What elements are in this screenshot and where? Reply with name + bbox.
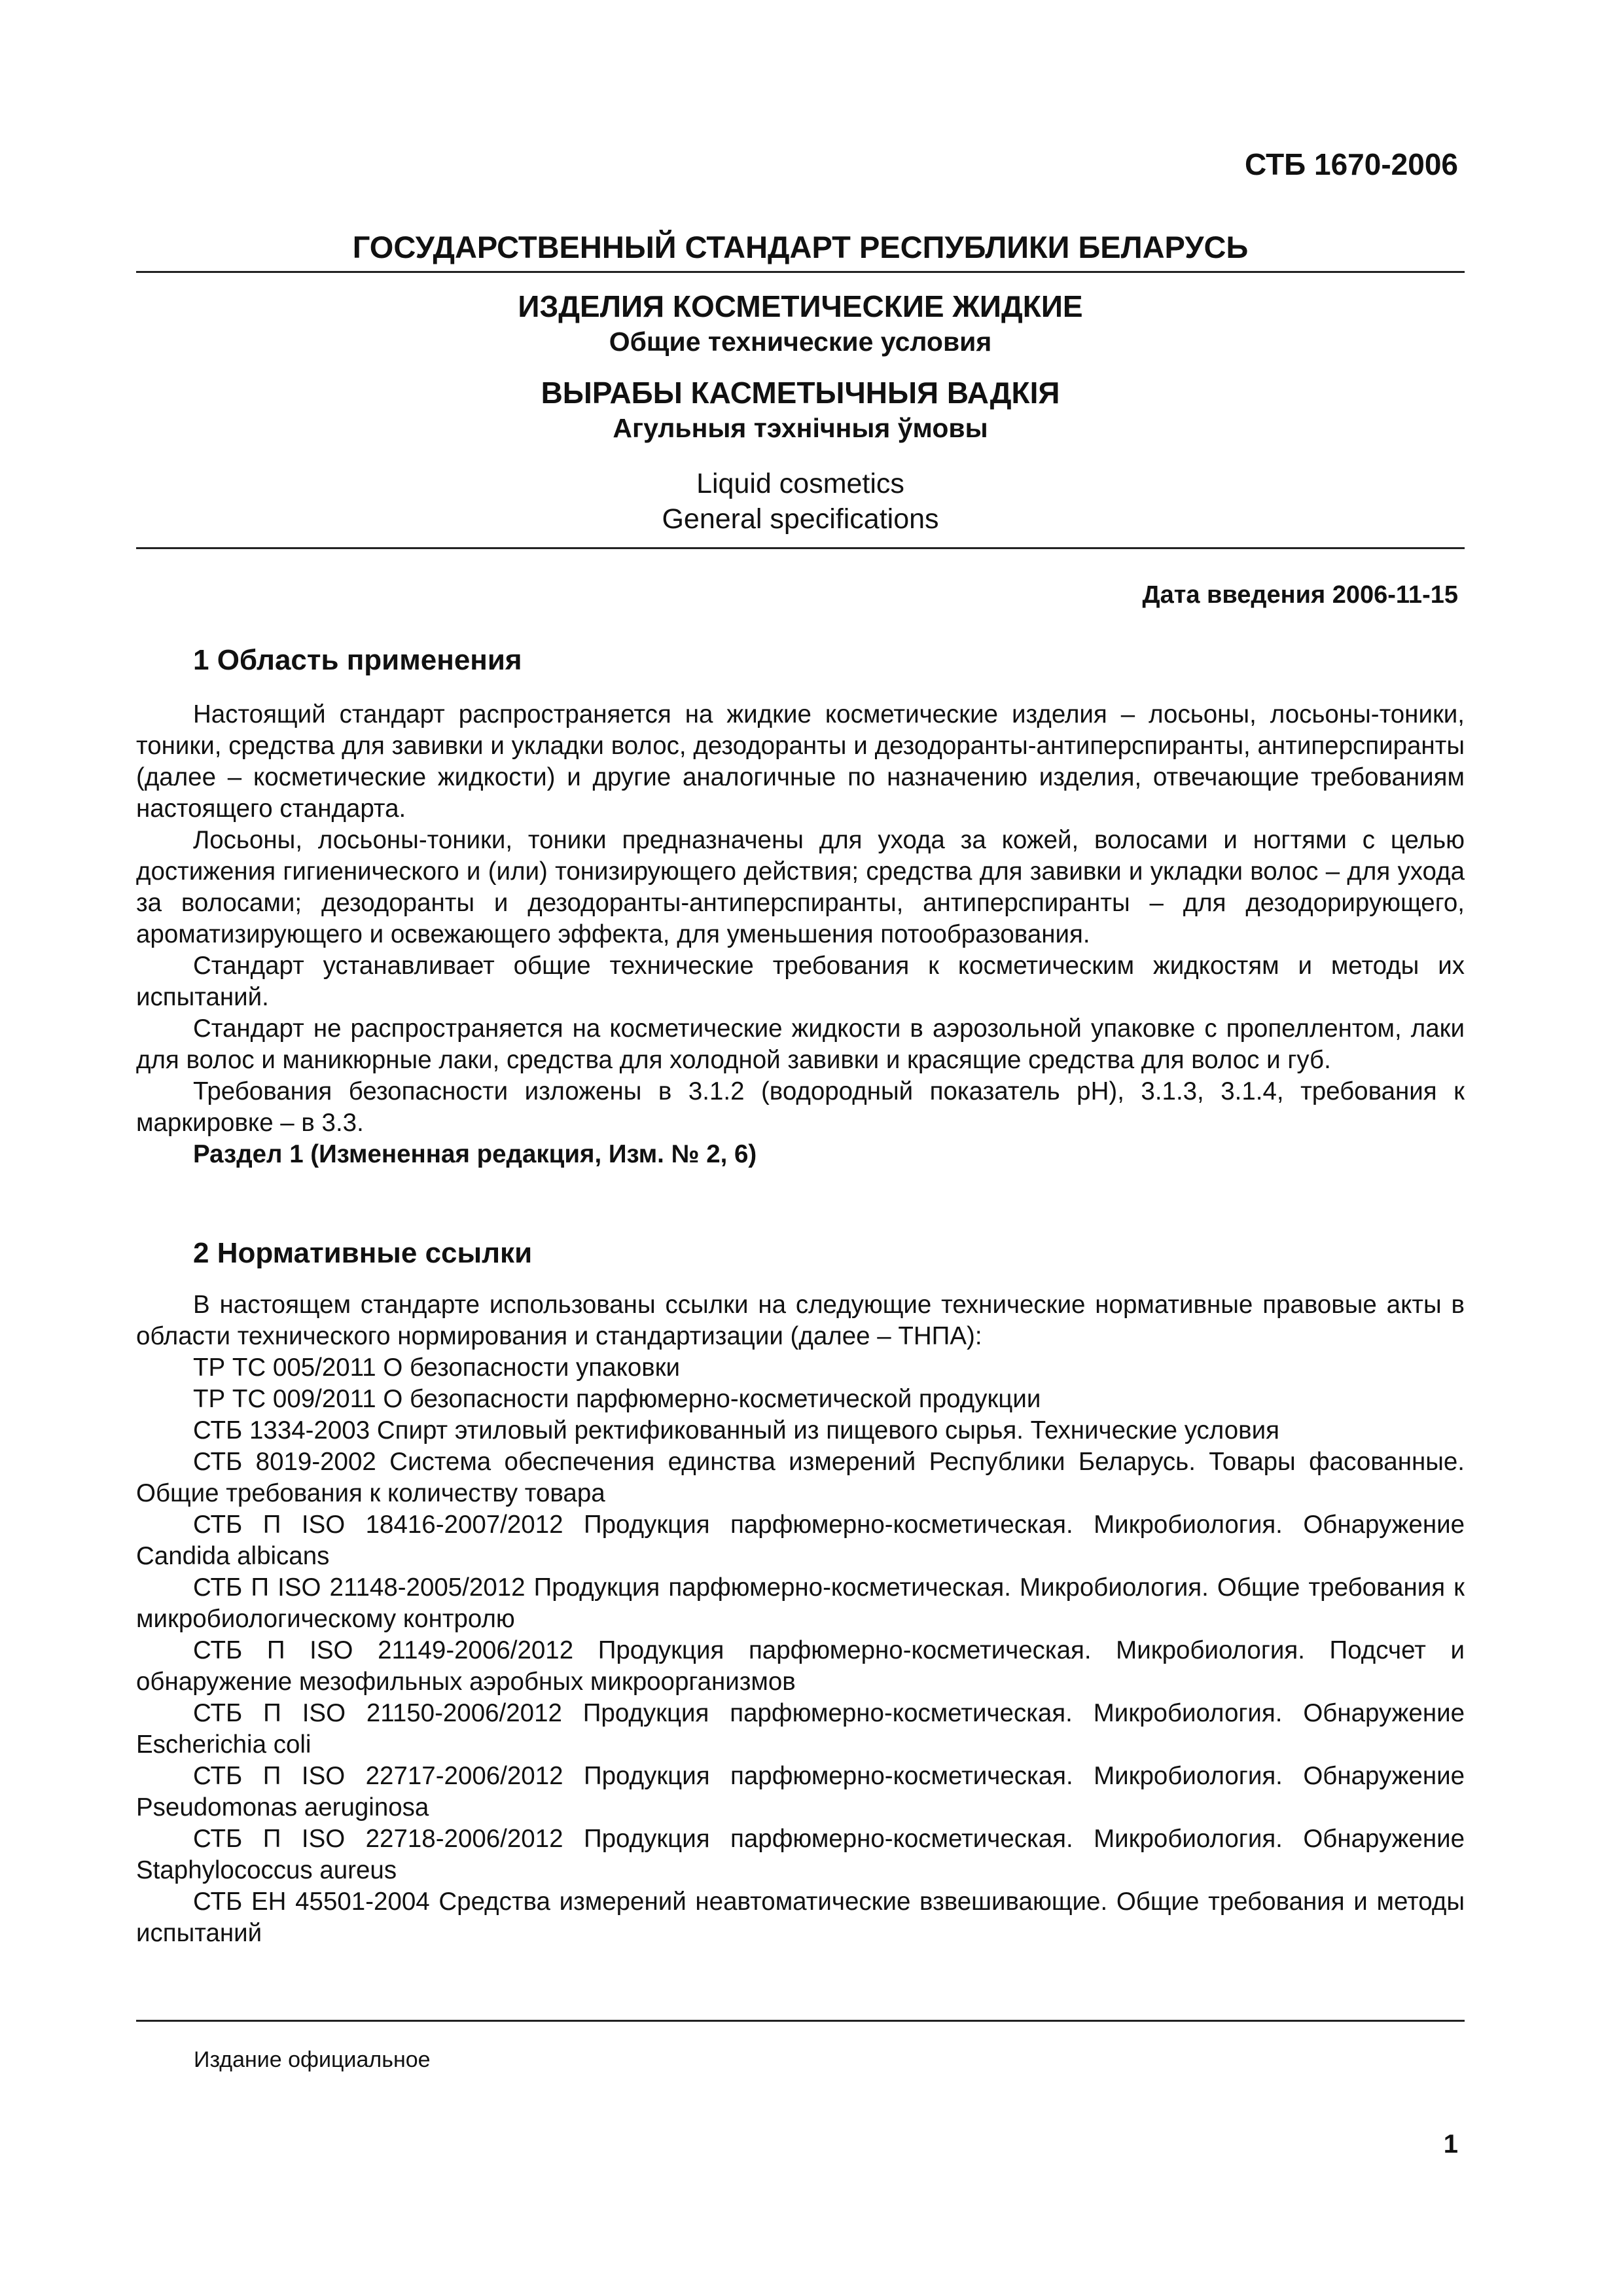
- document-titles: [136, 288, 1465, 537]
- paragraph: Стандарт не распространяется на косметические жидкости в аэрозольной упаковке с пропеллентом, лаки для волос и маникюрные лаки, средства для холодной завивки и красящие средства для волос и губ.: [136, 1014, 1465, 1074]
- paragraph: Лосьоны, лосьоны-тоники, тоники предназначены для ухода за кожей, волосами и ногтями с целью достижения гигиенического и (или) тонизирующего действия; средства для завивки и укладки волос – для ухода за волосами; дезодоранты и дезодоранты-антиперспиранты, антиперспиранты – для дезодорирующего, ароматизирующего и освежающего эффекта, для уменьшения потообразования.: [136, 826, 1465, 948]
- title-ru: ИЗДЕЛИЯ КОСМЕТИЧЕСКИЕ ЖИДКИЕ: [518, 289, 1083, 323]
- reference-item: СТБ П ISO 21148-2005/2012 Продукция парфюмерно-косметическая. Микробиология. Общие требования к микробиологическому контролю: [136, 1573, 1465, 1633]
- standard-title: ГОСУДАРСТВЕННЫЙ СТАНДАРТ РЕСПУБЛИКИ БЕЛАРУСЬ: [352, 230, 1249, 264]
- footer-rule: [136, 2020, 1465, 2022]
- paragraph: Стандарт устанавливает общие технические требования к косметическим жидкостям и методы их испытаний.: [136, 952, 1465, 1011]
- reference-item: СТБ П ISO 18416-2007/2012 Продукция парфюмерно-косметическая. Микробиология. Обнаружение Candida albicans: [136, 1511, 1465, 1570]
- paragraph: Требования безопасности изложены в 3.1.2 (водородный показатель pH), 3.1.3, 3.1.4, требования к маркировке – в 3.3.: [136, 1077, 1465, 1137]
- reference-item: ТР ТС 009/2011 О безопасности парфюмерно-косметической продукции: [193, 1385, 1041, 1413]
- paragraph: Настоящий стандарт распространяется на жидкие косметические изделия – лосьоны, лосьоны-тоники, тоники, средства для завивки и укладки волос, дезодоранты и дезодоранты-антиперспиранты, антиперспиранты (далее – косметические жидкости) и другие аналогичные по назначению изделия, отвечающие требованиям настоящего стандарта.: [136, 700, 1465, 823]
- reference-item: ТР ТС 005/2011 О безопасности упаковки: [193, 1354, 681, 1382]
- section-1-body: [136, 699, 1465, 1170]
- paragraph: В настоящем стандарте использованы ссылки на следующие технические нормативные правовые акты в области технического нормирования и стандартизации (далее – ТНПА):: [136, 1291, 1465, 1350]
- introduction-date: Дата введения 2006-11-15: [1142, 581, 1458, 609]
- reference-item: СТБ П ISO 21149-2006/2012 Продукция парфюмерно-косметическая. Микробиология. Подсчет и обнаружение мезофильных аэробных микроорганизмов: [136, 1636, 1465, 1696]
- titles-rule: [136, 547, 1465, 549]
- reference-item: СТБ 8019-2002 Система обеспечения единства измерений Республики Беларусь. Товары фасованные. Общие требования к количеству товара: [136, 1448, 1465, 1507]
- amendment-note: Раздел 1 (Измененная редакция, Изм. № 2, 6): [193, 1140, 757, 1168]
- reference-item: СТБ 1334-2003 Спирт этиловый ректификованный из пищевого сырья. Технические условия: [193, 1416, 1279, 1444]
- section-2-heading: 2 Нормативные ссылки: [193, 1237, 533, 1269]
- header-rule: [136, 271, 1465, 273]
- edition-note: Издание официальное: [194, 2047, 431, 2072]
- page-number: 1: [1443, 2130, 1458, 2159]
- title-en: Liquid cosmetics: [696, 468, 904, 499]
- section-2-body: [136, 1289, 1465, 1949]
- reference-item: СТБ ЕН 45501-2004 Средства измерений неавтоматические взвешивающие. Общие требования и методы испытаний: [136, 1888, 1465, 1947]
- document-number: СТБ 1670-2006: [1245, 147, 1458, 181]
- subtitle-en: General specifications: [662, 503, 939, 535]
- section-1-heading: 1 Область применения: [193, 644, 522, 676]
- reference-item: СТБ П ISO 22718-2006/2012 Продукция парфюмерно-косметическая. Микробиология. Обнаружение Staphylococcus aureus: [136, 1825, 1465, 1884]
- subtitle-ru: Общие технические условия: [609, 327, 992, 357]
- reference-item: СТБ П ISO 22717-2006/2012 Продукция парфюмерно-косметическая. Микробиология. Обнаружение Pseudomonas aeruginosa: [136, 1762, 1465, 1821]
- subtitle-by: Агульныя тэхнічныя ўмовы: [613, 413, 988, 443]
- title-by: ВЫРАБЫ КАСМЕТЫЧНЫЯ ВАДКІЯ: [541, 376, 1060, 410]
- reference-item: СТБ П ISO 21150-2006/2012 Продукция парфюмерно-косметическая. Микробиология. Обнаружение Escherichia coli: [136, 1699, 1465, 1759]
